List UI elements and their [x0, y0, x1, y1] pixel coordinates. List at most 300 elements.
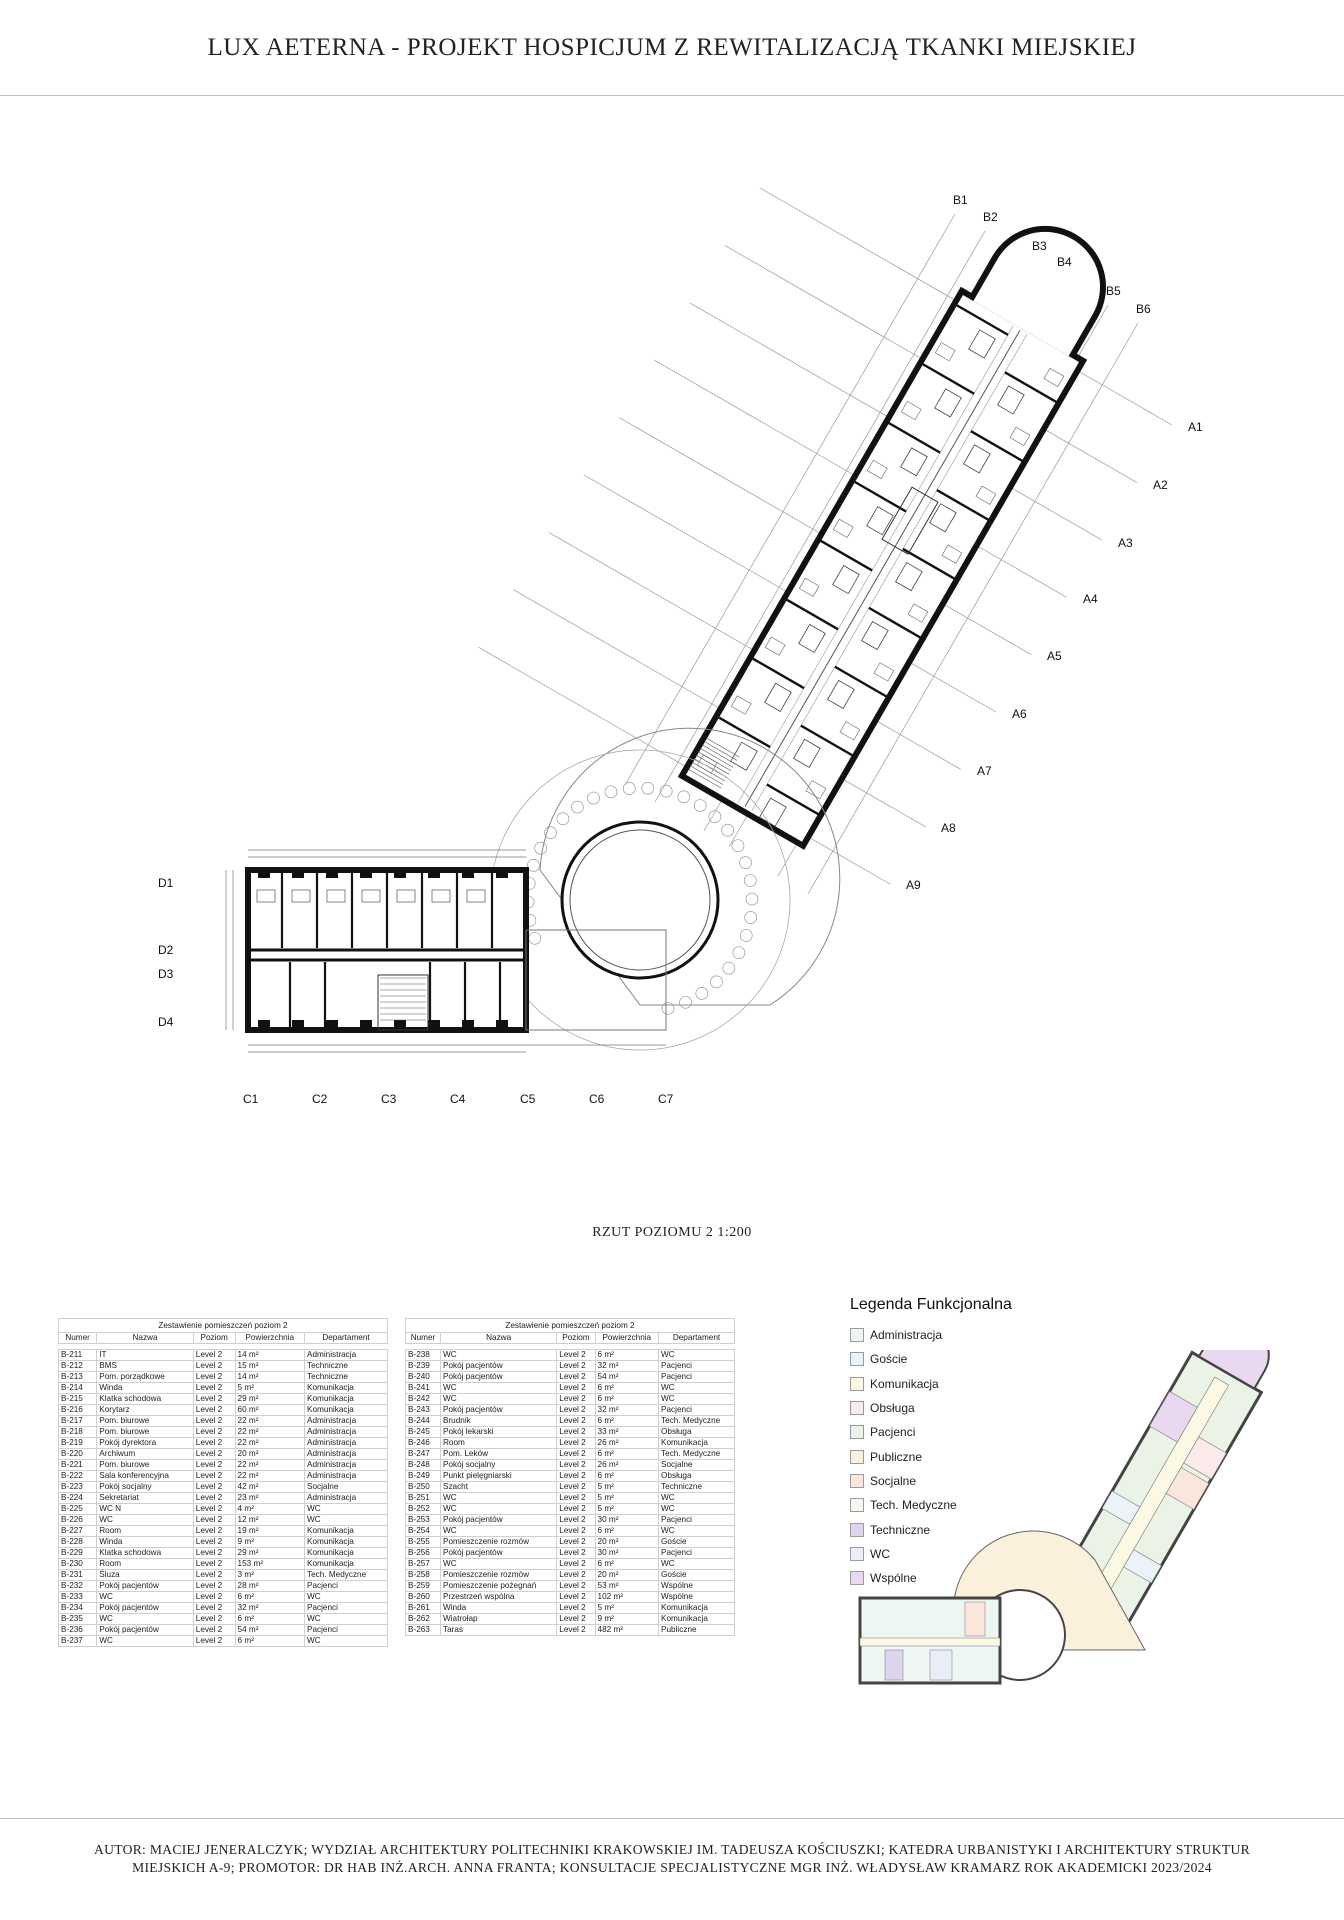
legend-label: Obsługa [870, 1401, 915, 1416]
schedule-cell: Pokój pacjentów [440, 1405, 556, 1416]
footer-credits [0, 1818, 1344, 1920]
footer-line-1: AUTOR: MACIEJ JENERALCZYK; WYDZIAŁ ARCHITEKTURY POLITECHNIKI KRAKOWSKIEJ IM. TADEUSZA KOŚCIUSZKI; KATEDRA URBANISTYKI I ARCHITEKTURY STRUKTUR [93, 1842, 1250, 1857]
schedule-cell: Pokój lekarski [440, 1427, 556, 1438]
schedule-cell: Administracja [304, 1449, 387, 1460]
schedule-cell: Pokój pacjentów [440, 1372, 556, 1383]
schedule-cell: Level 2 [193, 1581, 235, 1592]
schedule-header: Departament [304, 1333, 387, 1344]
schedule-cell: B-263 [406, 1625, 441, 1636]
schedule-cell: 102 m² [595, 1592, 659, 1603]
schedule-header: Numer [406, 1333, 441, 1344]
schedule-cell: Level 2 [193, 1625, 235, 1636]
schedule-row [406, 1603, 735, 1614]
legend-label: Techniczne [870, 1522, 931, 1537]
schedule-cell: WC [659, 1559, 735, 1570]
schedule-cell: Śluza [97, 1570, 194, 1581]
schedule-cell: Pom. porządkowe [97, 1372, 194, 1383]
schedule-cell: 29 m² [235, 1548, 304, 1559]
schedule-cell: 33 m² [595, 1427, 659, 1438]
schedule-cell: Pacjenci [659, 1361, 735, 1372]
schedule-cell: Pom. biurowe [97, 1427, 194, 1438]
schedule-cell: Pom. biurowe [97, 1460, 194, 1471]
schedule-cell: Pomieszczenie rozmów [440, 1570, 556, 1581]
grid-label-a9: A9 [906, 878, 921, 892]
schedule-cell: B-236 [59, 1625, 97, 1636]
schedule-cell: BMS [97, 1361, 194, 1372]
schedule-cell: 54 m² [595, 1372, 659, 1383]
legend-title: Legenda Funkcjonalna [850, 1296, 1012, 1313]
schedule-cell: Pokój pacjentów [440, 1361, 556, 1372]
schedule-cell: WC [440, 1383, 556, 1394]
schedule-cell: 12 m² [235, 1515, 304, 1526]
schedule-cell: WC [659, 1350, 735, 1361]
schedule-cell: Socjalne [659, 1460, 735, 1471]
schedule-title: Zestawienie pomieszczeń poziom 2 [406, 1319, 735, 1333]
schedule-row [406, 1427, 735, 1438]
schedule-cell: Administracja [304, 1438, 387, 1449]
schedule-cell: B-247 [406, 1449, 441, 1460]
schedule-cell: Korytarz [97, 1405, 194, 1416]
schedule-cell: WC [304, 1592, 387, 1603]
schedule-cell: WC [659, 1383, 735, 1394]
schedule-cell: Level 2 [193, 1438, 235, 1449]
schedule-header: Departament [659, 1333, 735, 1344]
legend-label: Socjalne [870, 1473, 917, 1488]
legend-swatch [850, 1328, 864, 1342]
schedule-cell: Tech. Medyczne [659, 1449, 735, 1460]
schedule-cell: Level 2 [557, 1416, 595, 1427]
schedule-cell: Komunikacja [304, 1537, 387, 1548]
schedule-cell: B-252 [406, 1504, 441, 1515]
schedule-cell: Level 2 [193, 1570, 235, 1581]
schedule-row [59, 1636, 388, 1647]
functional-mini-plan-drawing [845, 1350, 1285, 1730]
schedule-cell: B-260 [406, 1592, 441, 1603]
schedule-cell: Sekretariat [97, 1493, 194, 1504]
schedule-cell: B-220 [59, 1449, 97, 1460]
schedule-cell: Pokój socjalny [97, 1482, 194, 1493]
schedule-cell: Komunikacja [659, 1603, 735, 1614]
schedule-cell: WC [304, 1636, 387, 1647]
schedule-cell: Komunikacja [304, 1559, 387, 1570]
schedule-cell: B-242 [406, 1394, 441, 1405]
schedule-cell: B-257 [406, 1559, 441, 1570]
schedule-cell: Level 2 [193, 1405, 235, 1416]
schedule-cell: Archiwum [97, 1449, 194, 1460]
schedule-cell: B-241 [406, 1383, 441, 1394]
schedule-cell: Level 2 [557, 1394, 595, 1405]
schedule-cell: Level 2 [193, 1493, 235, 1504]
schedule-cell: Pacjenci [659, 1372, 735, 1383]
schedule-cell: Szacht [440, 1482, 556, 1493]
schedule-cell: Pacjenci [304, 1625, 387, 1636]
schedule-cell: B-223 [59, 1482, 97, 1493]
schedule-cell: 5 m² [595, 1603, 659, 1614]
schedule-cell: B-246 [406, 1438, 441, 1449]
schedule-header: Nazwa [440, 1333, 556, 1344]
schedule-cell: 53 m² [595, 1581, 659, 1592]
grid-label-c6: C6 [589, 1092, 605, 1106]
schedule-cell: Administracja [304, 1493, 387, 1504]
schedule-cell: Tech. Medyczne [659, 1416, 735, 1427]
schedule-cell: Level 2 [193, 1427, 235, 1438]
schedule-cell: Level 2 [557, 1625, 595, 1636]
schedule-cell: Winda [97, 1537, 194, 1548]
schedule-cell: 5 m² [595, 1504, 659, 1515]
schedule-row [59, 1372, 388, 1383]
schedule-cell: 54 m² [235, 1625, 304, 1636]
schedule-cell: 5 m² [595, 1493, 659, 1504]
schedule-cell: Level 2 [193, 1504, 235, 1515]
legend-label: Pacjenci [870, 1425, 916, 1440]
schedule-cell: Level 2 [557, 1548, 595, 1559]
schedule-cell: 30 m² [595, 1548, 659, 1559]
schedule-cell: Level 2 [557, 1603, 595, 1614]
schedule-row [59, 1603, 388, 1614]
schedule-cell: 22 m² [235, 1427, 304, 1438]
schedule-cell: 20 m² [595, 1537, 659, 1548]
schedule-cell: B-234 [59, 1603, 97, 1614]
schedule-cell: Level 2 [193, 1416, 235, 1427]
schedule-cell: 32 m² [235, 1603, 304, 1614]
schedule-cell: B-249 [406, 1471, 441, 1482]
schedule-cell: B-214 [59, 1383, 97, 1394]
grid-label-b3: B3 [1032, 239, 1047, 253]
schedule-row [406, 1526, 735, 1537]
floor-plan [0, 100, 1344, 1230]
schedule-cell: B-253 [406, 1515, 441, 1526]
schedule-cell: Pacjenci [659, 1515, 735, 1526]
plan-caption: RZUT POZIOMU 2 1:200 [592, 1225, 752, 1240]
schedule-cell: WC [440, 1350, 556, 1361]
schedule-cell: Level 2 [193, 1394, 235, 1405]
schedule-row [406, 1570, 735, 1581]
schedule-row [59, 1361, 388, 1372]
schedule-cell: Level 2 [557, 1383, 595, 1394]
schedule-row [59, 1460, 388, 1471]
schedule-cell: 6 m² [235, 1636, 304, 1647]
schedule-cell: 14 m² [235, 1350, 304, 1361]
schedule-cell: 6 m² [595, 1526, 659, 1537]
schedule-cell: Level 2 [557, 1438, 595, 1449]
schedule-cell: Pacjenci [304, 1581, 387, 1592]
grid-label-d2: D2 [158, 943, 174, 957]
schedule-row [406, 1394, 735, 1405]
schedule-row [406, 1504, 735, 1515]
schedule-cell: B-231 [59, 1570, 97, 1581]
schedule-row [406, 1625, 735, 1636]
schedule-cell: B-222 [59, 1471, 97, 1482]
schedule-row [59, 1570, 388, 1581]
legend-label: Goście [870, 1352, 908, 1367]
grid-label-b1: B1 [953, 193, 968, 207]
schedule-cell: B-219 [59, 1438, 97, 1449]
schedule-cell: 22 m² [235, 1438, 304, 1449]
schedule-cell: 22 m² [235, 1460, 304, 1471]
grid-label-b6: B6 [1136, 302, 1151, 316]
schedule-row [59, 1504, 388, 1515]
schedule-cell: Level 2 [557, 1471, 595, 1482]
grid-label-b2: B2 [983, 210, 998, 224]
schedule-cell: B-233 [59, 1592, 97, 1603]
schedule-cell: Level 2 [557, 1482, 595, 1493]
grid-label-a4: A4 [1083, 592, 1098, 606]
schedule-cell: Level 2 [193, 1471, 235, 1482]
schedule-cell: B-262 [406, 1614, 441, 1625]
schedule-row [59, 1526, 388, 1537]
schedule-cell: B-261 [406, 1603, 441, 1614]
schedule-cell: Wspólne [659, 1592, 735, 1603]
floor-plan-drawing [0, 100, 1344, 1230]
schedule-cell: Pacjenci [659, 1548, 735, 1559]
schedule-cell: Level 2 [193, 1383, 235, 1394]
schedule-cell: B-245 [406, 1427, 441, 1438]
schedule-cell: Brudnik [440, 1416, 556, 1427]
schedule-cell: 26 m² [595, 1438, 659, 1449]
schedule-cell: Level 2 [557, 1405, 595, 1416]
schedule-cell: Level 2 [557, 1361, 595, 1372]
schedule-cell: Level 2 [557, 1559, 595, 1570]
schedule-cell: Level 2 [193, 1636, 235, 1647]
schedule-cell: 5 m² [595, 1482, 659, 1493]
schedule-cell: Administracja [304, 1427, 387, 1438]
schedule-row [59, 1471, 388, 1482]
schedule-cell: Pokój pacjentów [97, 1581, 194, 1592]
schedule-cell: Level 2 [557, 1570, 595, 1581]
schedule-cell: Klatka schodowa [97, 1548, 194, 1559]
schedule-cell: 482 m² [595, 1625, 659, 1636]
schedule-row [406, 1460, 735, 1471]
legend-item [850, 1323, 1020, 1347]
schedule-cell: Room [440, 1438, 556, 1449]
schedule-cell: Level 2 [557, 1515, 595, 1526]
schedule-cell: WC [97, 1636, 194, 1647]
schedule-cell: Room [97, 1559, 194, 1570]
schedule-cell: B-215 [59, 1394, 97, 1405]
schedule-cell: Level 2 [193, 1592, 235, 1603]
schedule-row [406, 1416, 735, 1427]
schedule-cell: B-227 [59, 1526, 97, 1537]
legend-label: Administracja [870, 1328, 943, 1343]
schedule-cell: Wiatrołap [440, 1614, 556, 1625]
schedule-cell: B-224 [59, 1493, 97, 1504]
legend-label: Tech. Medyczne [870, 1498, 957, 1513]
schedule-cell: Pacjenci [304, 1603, 387, 1614]
schedule-header: Numer [59, 1333, 97, 1344]
legend-label: WC [870, 1546, 890, 1561]
schedule-cell: 4 m² [235, 1504, 304, 1515]
schedule-cell: Goście [659, 1537, 735, 1548]
schedule-cell: WC [440, 1504, 556, 1515]
schedule-cell: WC [659, 1493, 735, 1504]
schedule-row [59, 1416, 388, 1427]
schedule-cell: Techniczne [304, 1361, 387, 1372]
schedule-cell: WC [659, 1526, 735, 1537]
grid-label-c7: C7 [658, 1092, 674, 1106]
grid-label-c1: C1 [243, 1092, 259, 1106]
schedule-cell: Obsługa [659, 1471, 735, 1482]
schedule-row [406, 1471, 735, 1482]
schedule-cell: 14 m² [235, 1372, 304, 1383]
schedule-cell: Komunikacja [304, 1405, 387, 1416]
schedule-cell: Pokój dyrektora [97, 1438, 194, 1449]
schedule-cell: 9 m² [235, 1537, 304, 1548]
schedule-row [406, 1614, 735, 1625]
schedule-header: Nazwa [97, 1333, 194, 1344]
patient-wing [682, 202, 1135, 846]
schedule-cell: 22 m² [235, 1416, 304, 1427]
legend-label: Publiczne [870, 1449, 923, 1464]
schedule-cell: Komunikacja [659, 1438, 735, 1449]
schedule-cell: WC [97, 1592, 194, 1603]
schedule-cell: B-239 [406, 1361, 441, 1372]
schedule-cell: WC [440, 1493, 556, 1504]
schedule-cell: Komunikacja [304, 1526, 387, 1537]
schedule-row [59, 1581, 388, 1592]
schedule-row [59, 1350, 388, 1361]
schedule-row [59, 1537, 388, 1548]
schedule-cell: 26 m² [595, 1460, 659, 1471]
grid-label-b4: B4 [1057, 255, 1072, 269]
schedule-header: Poziom [193, 1333, 235, 1344]
schedule-cell: Room [97, 1526, 194, 1537]
schedule-row [59, 1482, 388, 1493]
schedule-row [406, 1493, 735, 1504]
schedule-row [406, 1482, 735, 1493]
schedule-cell: 20 m² [595, 1570, 659, 1581]
schedule-header: Poziom [557, 1333, 595, 1344]
schedule-cell: Level 2 [193, 1537, 235, 1548]
grid-label-c3: C3 [381, 1092, 397, 1106]
schedule-row [59, 1493, 388, 1504]
grid-label-c5: C5 [520, 1092, 536, 1106]
schedule-row [406, 1438, 735, 1449]
schedule-cell: Pokój pacjentów [97, 1625, 194, 1636]
schedule-cell: 23 m² [235, 1493, 304, 1504]
schedule-cell: Level 2 [557, 1493, 595, 1504]
schedule-cell: WC [659, 1394, 735, 1405]
schedule-cell: 6 m² [595, 1350, 659, 1361]
schedule-cell: Klatka schodowa [97, 1394, 194, 1405]
grid-label-d3: D3 [158, 967, 174, 981]
schedule-cell: 29 m² [235, 1394, 304, 1405]
schedule-cell: 20 m² [235, 1449, 304, 1460]
schedule-cell: 6 m² [595, 1416, 659, 1427]
schedule-row [406, 1581, 735, 1592]
schedule-row [59, 1592, 388, 1603]
schedule-cell: WC [440, 1526, 556, 1537]
schedule-cell: Level 2 [193, 1548, 235, 1559]
functional-mini-plan [845, 1350, 1285, 1730]
schedule-cell: 6 m² [595, 1559, 659, 1570]
schedule-cell: WC [304, 1504, 387, 1515]
schedule-cell: Winda [440, 1603, 556, 1614]
schedule-row [59, 1559, 388, 1570]
legend-label: Komunikacja [870, 1376, 939, 1391]
schedule-cell: Pomieszczenie pożegnań [440, 1581, 556, 1592]
grid-label-d4: D4 [158, 1015, 174, 1029]
schedule-row [59, 1405, 388, 1416]
schedule-cell: WC [97, 1614, 194, 1625]
schedule-cell: Level 2 [193, 1482, 235, 1493]
schedule-row [406, 1592, 735, 1603]
schedule-cell: Level 2 [193, 1515, 235, 1526]
grid-label-a2: A2 [1153, 478, 1168, 492]
schedule-cell: WC [440, 1394, 556, 1405]
schedule-row [406, 1548, 735, 1559]
schedule-cell: WC [440, 1559, 556, 1570]
schedule-cell: 6 m² [595, 1471, 659, 1482]
schedule-cell: B-243 [406, 1405, 441, 1416]
schedule-cell: Pom. biurowe [97, 1416, 194, 1427]
schedule-cell: 22 m² [235, 1471, 304, 1482]
schedule-cell: 19 m² [235, 1526, 304, 1537]
schedule-cell: Pomieszczenie rozmów [440, 1537, 556, 1548]
schedule-row [406, 1515, 735, 1526]
schedule-cell: Pacjenci [659, 1405, 735, 1416]
schedule-row [59, 1438, 388, 1449]
schedule-cell: WC N [97, 1504, 194, 1515]
schedule-cell: 32 m² [595, 1361, 659, 1372]
schedule-cell: Level 2 [193, 1361, 235, 1372]
schedule-cell: Komunikacja [659, 1614, 735, 1625]
schedule-cell: Level 2 [557, 1581, 595, 1592]
schedule-row [59, 1427, 388, 1438]
schedule-cell: 6 m² [595, 1449, 659, 1460]
schedule-header: Powierzchnia [235, 1333, 304, 1344]
schedule-cell: 6 m² [235, 1614, 304, 1625]
schedule-header: Powierzchnia [595, 1333, 659, 1344]
schedule-cell: IT [97, 1350, 194, 1361]
schedule-cell: B-229 [59, 1548, 97, 1559]
schedule-row [59, 1449, 388, 1460]
schedule-cell: 6 m² [595, 1394, 659, 1405]
schedule-row [59, 1625, 388, 1636]
schedule-cell: WC [97, 1515, 194, 1526]
schedule-cell: 153 m² [235, 1559, 304, 1570]
schedule-cell: Level 2 [557, 1537, 595, 1548]
schedule-row [406, 1559, 735, 1570]
schedule-row [59, 1614, 388, 1625]
grid-label-a3: A3 [1118, 536, 1133, 550]
schedule-cell: 60 m² [235, 1405, 304, 1416]
grid-label-c2: C2 [312, 1092, 328, 1106]
grid-label-a1: A1 [1188, 420, 1203, 434]
schedule-cell: B-225 [59, 1504, 97, 1515]
schedule-row [406, 1405, 735, 1416]
schedule-row [406, 1383, 735, 1394]
schedule-cell: B-226 [59, 1515, 97, 1526]
schedule-cell: B-211 [59, 1350, 97, 1361]
schedule-cell: B-216 [59, 1405, 97, 1416]
schedule-cell: Level 2 [557, 1614, 595, 1625]
grid-label-c4: C4 [450, 1092, 466, 1106]
schedule-cell: Techniczne [659, 1482, 735, 1493]
schedule-cell: Level 2 [193, 1372, 235, 1383]
grid-label-b5: B5 [1106, 284, 1121, 298]
schedule-cell: Level 2 [193, 1603, 235, 1614]
schedule-cell: Winda [97, 1383, 194, 1394]
schedule-cell: 32 m² [595, 1405, 659, 1416]
schedule-cell: Komunikacja [304, 1383, 387, 1394]
schedule-cell: Tech. Medyczne [304, 1570, 387, 1581]
schedule-cell: Administracja [304, 1416, 387, 1427]
schedule-cell: B-230 [59, 1559, 97, 1570]
schedule-cell: 5 m² [235, 1383, 304, 1394]
schedule-cell: B-237 [59, 1636, 97, 1647]
schedule-cell: WC [659, 1504, 735, 1515]
grid-label-a7: A7 [977, 764, 992, 778]
